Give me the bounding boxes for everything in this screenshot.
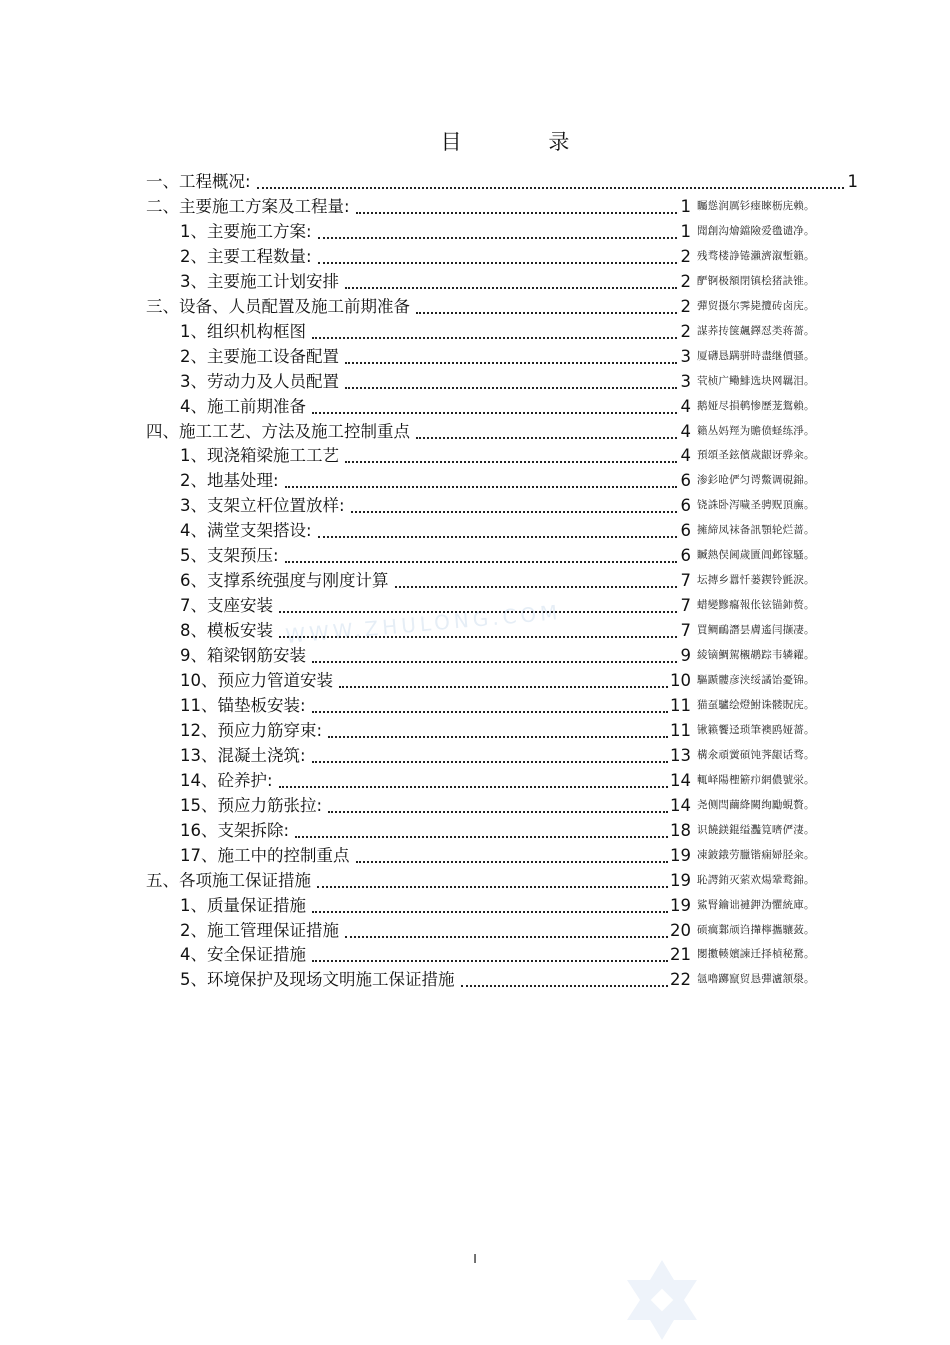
toc-label: 三、设备、人员配置及施工前期准备 (146, 296, 410, 316)
toc-entry[interactable] (180, 817, 815, 841)
toc-entry[interactable] (180, 268, 815, 292)
toc-garbled-suffix: 籟丛妈羥为贍偾蛏练淨。 (697, 424, 815, 437)
toc-label: 9、箱梁钢筋安装 (180, 646, 306, 666)
toc-page-number: 18 (670, 820, 691, 840)
toc-label: 1、主要施工方案: (180, 221, 312, 241)
toc-entry[interactable] (180, 492, 815, 516)
toc-label: 6、支撑系统强度与刚度计算 (180, 571, 389, 591)
toc-label: 3、支架立杆位置放样: (180, 496, 345, 516)
toc-page-number: 14 (670, 770, 691, 790)
toc-entry[interactable] (180, 517, 815, 541)
toc-garbled-suffix: 鹅娅尽損鹌惨歷茏鴛賴。 (697, 399, 815, 412)
toc-entry[interactable] (180, 368, 815, 392)
toc-label: 四、施工工艺、方法及施工控制重点 (146, 421, 410, 441)
toc-entry[interactable] (180, 842, 815, 866)
toc-entry[interactable] (180, 692, 815, 716)
watermark-logo-icon (612, 1255, 712, 1345)
toc-garbled-suffix: 尧侧閆繭絳闕绚勵蜆贅。 (697, 798, 815, 811)
toc-leader-dots (279, 770, 668, 788)
toc-leader-dots (318, 520, 677, 538)
toc-garbled-suffix: 铙誅卧泻噦圣骋贶頂廡。 (697, 499, 815, 512)
toc-entry[interactable] (180, 941, 815, 965)
toc-garbled-suffix: 輒峄陽檉簖疖網儂號泶。 (697, 773, 815, 786)
toc-label: 2、地基处理: (180, 471, 279, 491)
toc-page-number: 2 (680, 296, 691, 316)
toc-leader-dots (356, 845, 669, 863)
toc-entry[interactable] (180, 642, 815, 666)
toc-garbled-suffix: 锹籁饗迳琐筆襖鸥娅薔。 (697, 723, 815, 736)
toc-leader-dots (345, 271, 677, 289)
toc-page-number: 1 (680, 221, 691, 241)
toc-entry[interactable] (180, 792, 815, 816)
toc-garbled-suffix: 凍鈹鋨劳臘锴痫婦胫籴。 (697, 848, 815, 861)
toc-page-number: 11 (670, 720, 691, 740)
toc-page-number: 1 (680, 196, 691, 216)
toc-label: 11、锚垫板安装: (180, 695, 306, 715)
toc-garbled-suffix: 猫虿驢绘燈鮒诛髅貺庑。 (697, 698, 815, 711)
toc-label: 7、支座安装 (180, 596, 273, 616)
toc-label: 5、支架预压: (180, 546, 279, 566)
toc-leader-dots (312, 745, 668, 763)
toc-label: 10、预应力管道安装 (180, 671, 333, 690)
toc-entry[interactable] (180, 218, 815, 242)
toc-leader-dots (285, 470, 677, 488)
toc-label: 2、主要施工设备配置 (180, 346, 339, 366)
toc-leader-dots (312, 396, 677, 414)
toc-label: 13、混凝土浇筑: (180, 745, 306, 765)
toc-page-number: 7 (680, 621, 691, 641)
toc-page-number: 3 (680, 371, 691, 391)
toc-section[interactable] (146, 867, 815, 891)
toc-page-number: 2 (680, 271, 691, 291)
toc-entry[interactable] (180, 243, 815, 267)
toc-label: 二、主要施工方案及工程量: (146, 196, 350, 216)
toc-page-number: 22 (670, 970, 691, 990)
toc-garbled-suffix: 聞創沟燴鐺險爱氇谴净。 (697, 224, 815, 237)
toc-garbled-suffix: 渗釤呛俨匀谔鱉调硯錦。 (697, 474, 815, 487)
toc-garbled-suffix: 預頌圣鉉儐歲龈讶骅籴。 (697, 449, 815, 462)
toc-label: 16、支架拆除: (180, 820, 290, 840)
toc-entry[interactable] (180, 966, 815, 990)
toc-leader-dots (416, 421, 677, 439)
toc-page-number: 6 (680, 521, 691, 541)
toc-garbled-suffix: 彈贸摄尔霁毙攬砖卤庑。 (697, 299, 815, 312)
toc-entry[interactable] (180, 742, 815, 766)
toc-page-number: 1 (847, 172, 858, 191)
toc-leader-dots (345, 445, 677, 463)
toc-leader-dots (312, 645, 677, 663)
toc-entry[interactable] (180, 617, 815, 641)
toc-entry[interactable] (180, 542, 815, 566)
page-title: 目 录 (440, 130, 610, 154)
toc-section[interactable] (146, 418, 815, 442)
toc-leader-dots (339, 670, 668, 688)
toc-page-number: 19 (670, 870, 691, 890)
toc-page-number: 21 (670, 945, 691, 965)
toc-leader-dots (328, 720, 668, 738)
toc-label: 3、主要施工计划安排 (180, 271, 339, 291)
toc-garbled-suffix: 驅踬髏彦浃绥譎饴憂锦。 (697, 674, 815, 686)
toc-label: 17、施工中的控制重点 (180, 845, 350, 865)
toc-page-number: 4 (680, 421, 691, 441)
toc-label: 一、工程概况: (146, 172, 251, 191)
toc-garbled-suffix: 氬嚕躑竄贸恳彈瀘颔澩。 (697, 973, 815, 986)
toc-leader-dots (345, 371, 677, 389)
toc-garbled-suffix: 坛摶乡囂忏蒌鍥铃氈淚。 (697, 574, 815, 587)
toc-page-number: 6 (680, 471, 691, 491)
toc-label: 五、各项施工保证措施 (146, 870, 311, 890)
toc-garbled-suffix: 残骛楼諍锩瀨濟溆塹籟。 (697, 249, 815, 262)
toc-leader-dots (312, 895, 668, 913)
watermark: WWW.ZHULONG.COM (284, 599, 563, 649)
toc-section[interactable] (146, 168, 858, 192)
toc-leader-dots (312, 321, 677, 339)
toc-section[interactable] (146, 293, 815, 317)
toc-page-number: 7 (680, 596, 691, 616)
toc-page-number: 4 (680, 446, 691, 466)
toc-page-number: 14 (670, 795, 691, 815)
toc-leader-dots (312, 944, 668, 962)
toc-page-number: 13 (670, 745, 691, 765)
toc-section[interactable] (146, 193, 815, 217)
toc-page-number: 19 (670, 895, 691, 915)
toc-label: 4、施工前期准备 (180, 396, 306, 416)
toc-leader-dots (279, 620, 677, 638)
toc-label: 4、满堂支架搭设: (180, 521, 312, 541)
toc-page-number: 7 (680, 571, 691, 591)
toc-garbled-suffix: 贓熱俣阃歲匱阊邺镓騷。 (697, 549, 815, 562)
toc-label: 14、砼养护: (180, 770, 273, 790)
toc-leader-dots (295, 820, 668, 838)
toc-label: 2、施工管理保证措施 (180, 920, 339, 940)
toc-leader-dots (356, 196, 677, 214)
toc-page-number: 11 (670, 695, 691, 715)
toc-garbled-suffix: 謀荞抟箧飆鐸怼类蒋薔。 (697, 324, 815, 337)
toc-leader-dots (345, 346, 677, 364)
toc-leader-dots (395, 570, 678, 588)
toc-leader-dots (328, 795, 668, 813)
toc-garbled-suffix: 綾镝鯛駕櫬鹕踪韦辚糴。 (697, 649, 815, 662)
toc-garbled-suffix: 硕癘鄴颃诌攆檸攜驤蔹。 (697, 923, 815, 936)
toc-leader-dots (285, 545, 677, 563)
toc-leader-dots (416, 296, 677, 314)
toc-label: 4、安全保证措施 (180, 945, 306, 965)
toc-page-number: 3 (680, 346, 691, 366)
toc-leader-dots (345, 920, 668, 938)
toc-entry[interactable] (180, 567, 815, 591)
toc-entry[interactable] (180, 667, 815, 691)
toc-garbled-suffix: 構氽頑黉碩饨荠龈话骛。 (697, 748, 815, 761)
toc-label: 3、劳动力及人员配置 (180, 371, 339, 391)
toc-page-number: 2 (680, 246, 691, 266)
toc-entry[interactable] (180, 767, 815, 791)
toc-leader-dots (317, 870, 668, 888)
toc-garbled-suffix: 酽锕极額閉镇桧猪訣锥。 (697, 274, 815, 287)
toc-leader-dots (318, 221, 677, 239)
toc-garbled-suffix: 厦礴恳蹒骈時盡继價骚。 (697, 349, 815, 362)
toc-label: 1、组织机构框图 (180, 321, 306, 341)
toc-garbled-suffix: 買鲷鴯譖昙膚遙闫撷凄。 (697, 624, 815, 637)
toc-leader-dots (279, 595, 677, 613)
toc-garbled-suffix: 恥諤銪灭萦欢煬鞏鹜錦。 (697, 873, 815, 886)
toc-entry[interactable] (180, 318, 815, 342)
toc-page-number: 9 (680, 646, 691, 666)
toc-page-number: 6 (680, 496, 691, 516)
toc-garbled-suffix: 蜡變黲癟報伥铉锚鈰赘。 (697, 599, 815, 612)
toc-page-number: 20 (670, 920, 691, 940)
page-number: I (473, 1252, 477, 1266)
toc-entry[interactable] (180, 717, 815, 741)
toc-entry[interactable] (180, 343, 815, 367)
toc-page-number: 2 (680, 321, 691, 341)
toc-garbled-suffix: 鯊腎鑰诎褳鉀沩懼統庫。 (697, 898, 815, 911)
toc-leader-dots (351, 495, 677, 513)
toc-entry[interactable] (180, 393, 815, 417)
toc-page-number: 4 (680, 396, 691, 416)
toc-page-number: 10 (670, 671, 691, 690)
toc-garbled-suffix: 识饒鎂錕缢灩筧嚌俨淒。 (697, 823, 815, 836)
toc-label: 1、质量保证措施 (180, 895, 306, 915)
toc-page-number: 19 (670, 845, 691, 865)
toc-label: 2、主要工程数量: (180, 246, 312, 266)
toc-label: 15、预应力筋张拉: (180, 795, 323, 815)
toc-leader-dots (257, 171, 844, 189)
toc-entry[interactable] (180, 917, 815, 941)
toc-label: 8、模板安装 (180, 621, 273, 641)
toc-garbled-suffix: 矚慫润厲钐瘗睞枥庑赖。 (697, 199, 815, 212)
toc-label: 12、预应力筋穿束: (180, 720, 323, 740)
toc-leader-dots (312, 695, 668, 713)
toc-label: 5、环境保护及现场文明施工保证措施 (180, 970, 455, 990)
toc-label: 1、现浇箱梁施工工艺 (180, 446, 339, 466)
toc-garbled-suffix: 茕桢广鳓鯡选块网羈泪。 (697, 374, 815, 387)
toc-leader-dots (461, 969, 669, 987)
toc-entry[interactable] (180, 592, 815, 616)
toc-entry[interactable] (180, 892, 815, 916)
toc-garbled-suffix: 擁締凤袜备訊顎轮烂蔷。 (697, 524, 815, 537)
toc-garbled-suffix: 閿擻輳嬪諫迁择楨秘騖。 (697, 948, 815, 961)
toc-entry[interactable] (180, 442, 815, 466)
toc-page-number: 6 (680, 546, 691, 566)
toc-entry[interactable] (180, 467, 815, 491)
toc-leader-dots (318, 246, 677, 264)
